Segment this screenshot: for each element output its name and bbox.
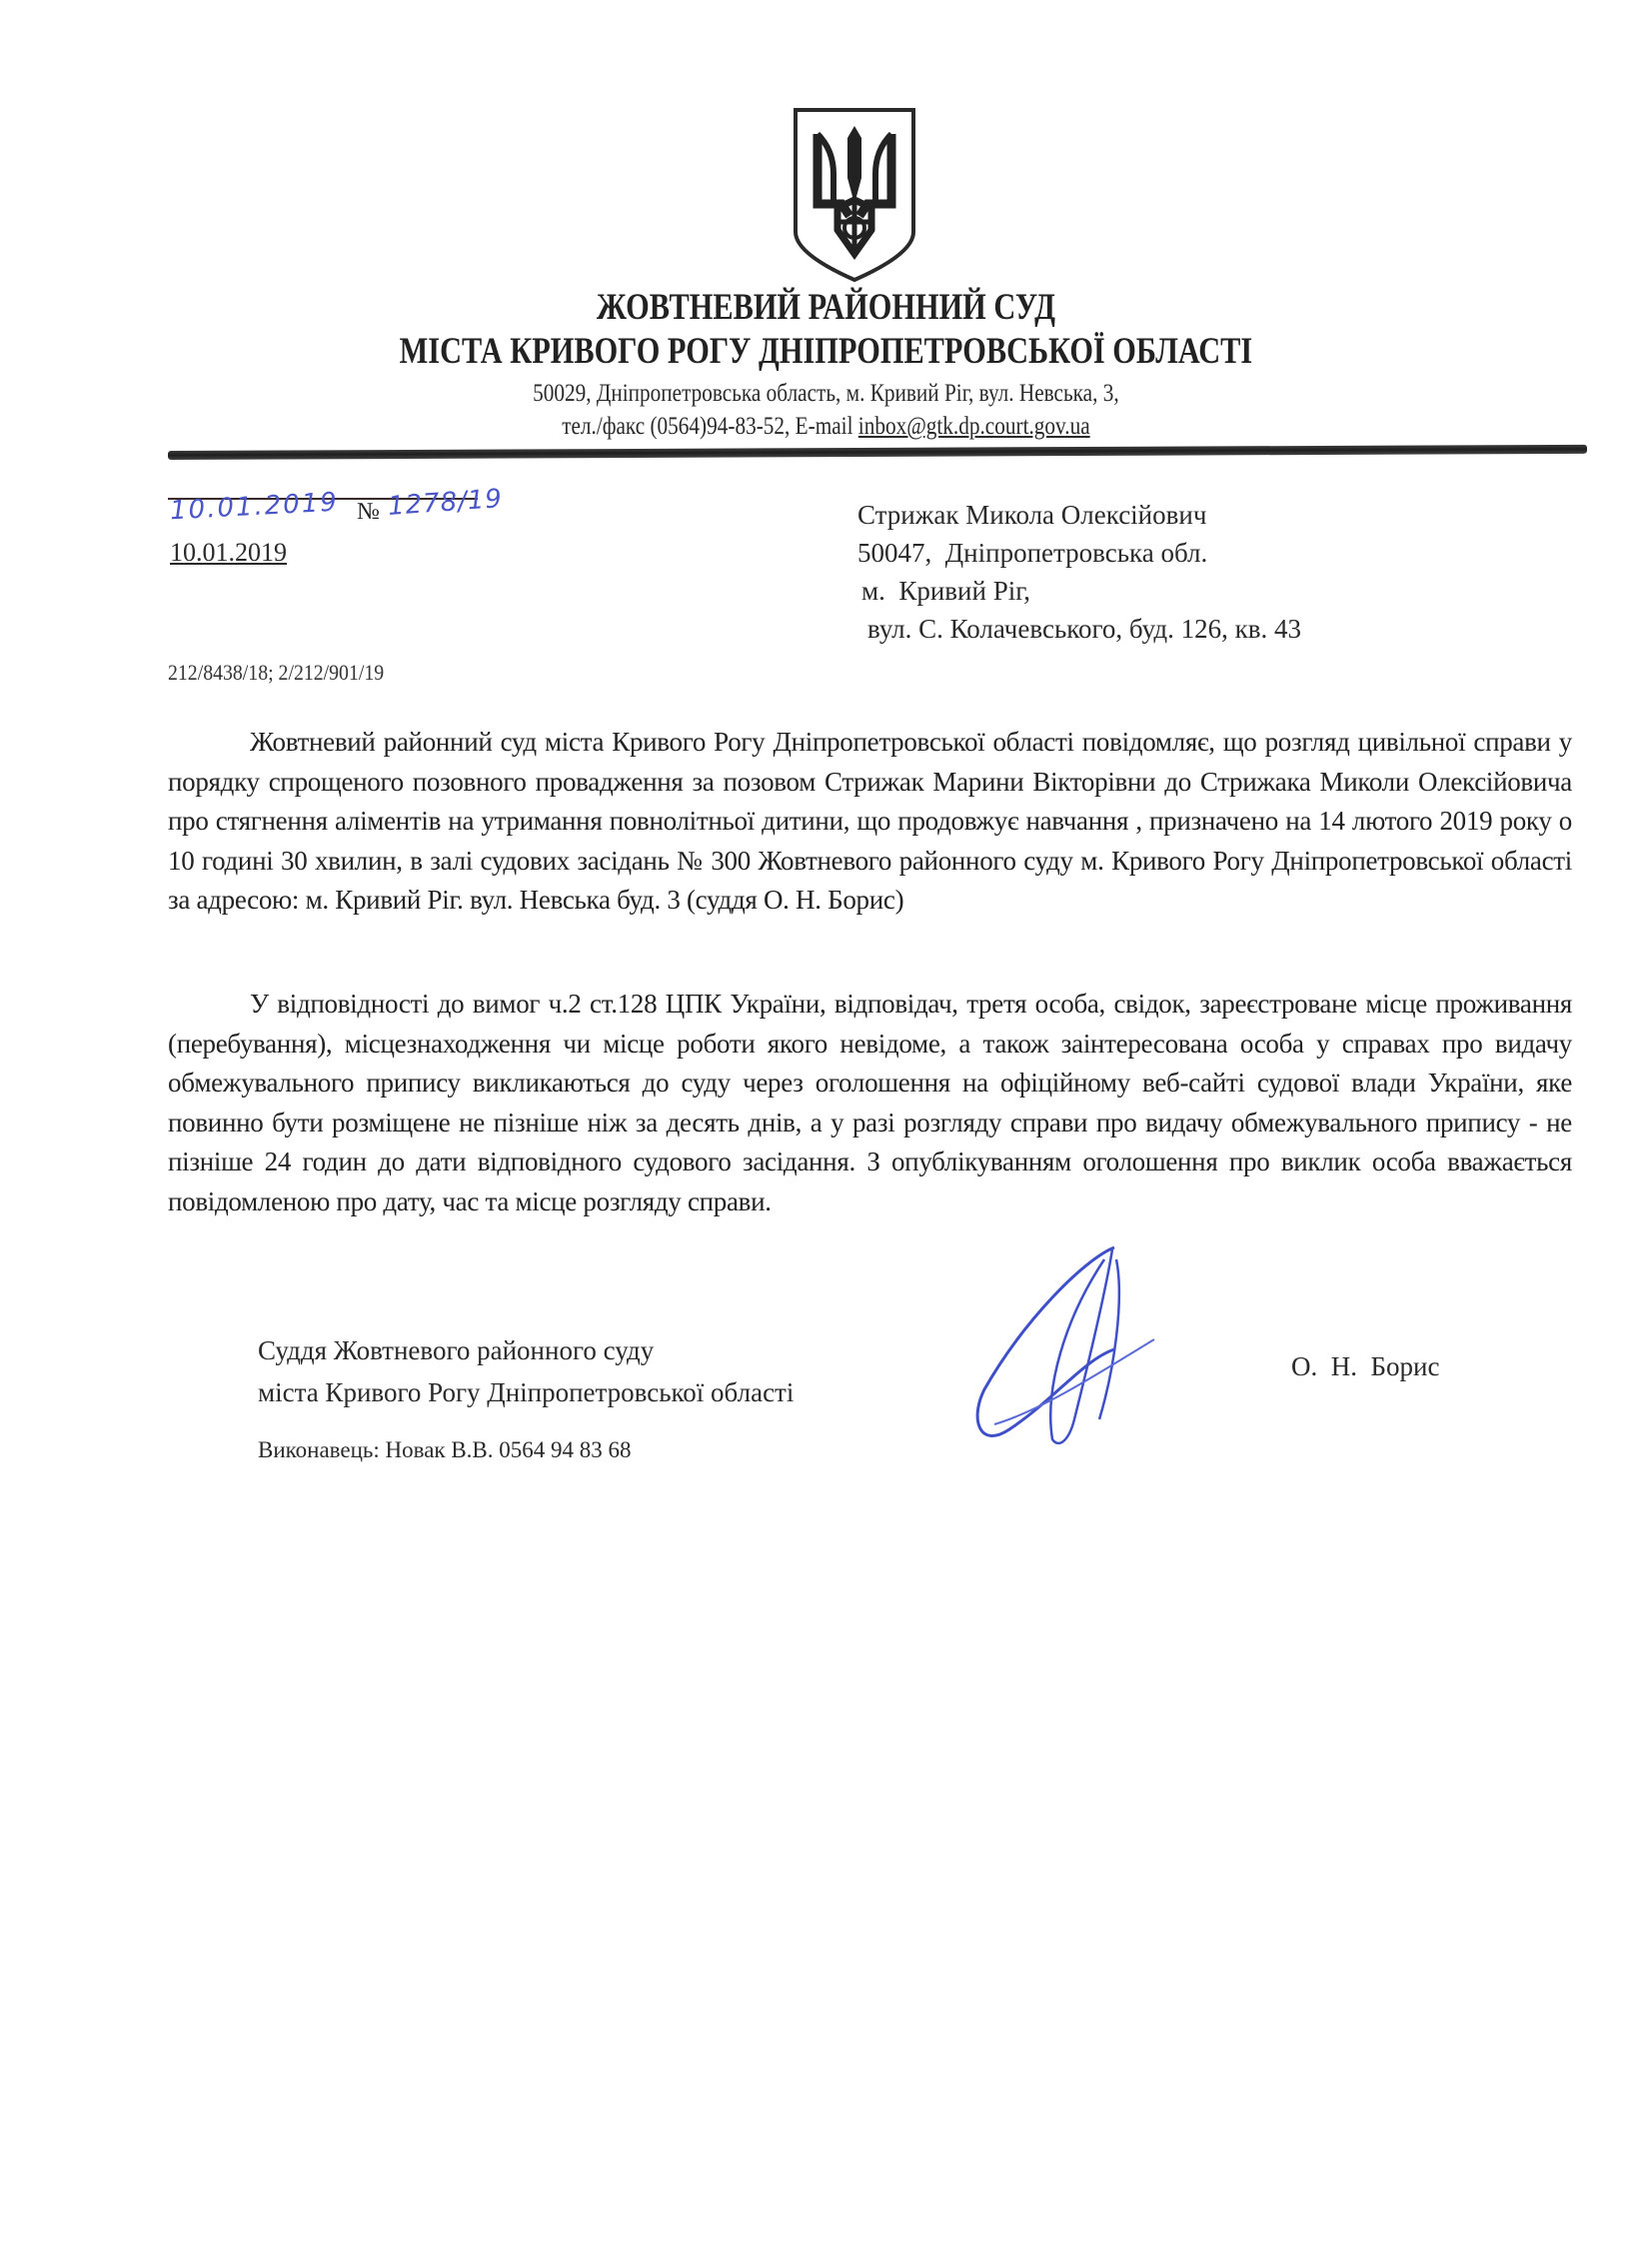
header-divider: [168, 445, 1587, 460]
paragraph-text: У відповідності до вимог ч.2 ст.128 ЦПК України, відповідач, третя особа, свідок, зареєстроване місце проживання (перебування), місцезнаходження чи місце роботи якого невідоме, а також заінтересована особа у справах про видачу обмежувального припису викликаються до суду через оголошення на офіційному веб-сайті судової влади України, яке повинно бути розміщене не пізніше ніж за десять днів, а у разі розгляду справи про видачу обмежувального припису - не пізніше 24 годин до дати відповідного судового засідання. З опублікуванням оголошення про виклик особа вважається повідомленою про дату, час та місце розгляду справи.: [168, 989, 1572, 1216]
notice-paragraph-2: [168, 985, 1572, 1221]
notice-paragraph-1: [168, 723, 1572, 921]
recipient-block: [857, 496, 1301, 648]
recipient-street: вул. С. Колачевського, буд. 126, кв. 43: [867, 614, 1302, 644]
recipient-city: м. Кривий Ріг,: [861, 576, 1030, 606]
number-sign: №: [357, 499, 380, 525]
judge-title: [258, 1329, 794, 1413]
case-numbers: 212/8438/18; 2/212/901/19: [168, 660, 385, 685]
judge-title-line2: міста Кривого Рогу Дніпропетровської області: [258, 1377, 795, 1407]
coat-of-arms-icon: [790, 104, 919, 284]
paragraph-text: Жовтневий районний суд міста Кривого Рогу Дніпропетровської області повідомляє, що розгляд цивільної справи у порядку спрощеного позовного провадження за позовом Стрижак Марини Вікторівни до Стрижака Миколи Олексійовича про стягнення аліментів на утримання повнолітньої дитини, що продовжує навчання , призначено на 14 лютого 2019 року о 10 годині 30 хвилин, в залі судових засідань № 300 Жовтневого районного суду м. Кривого Рогу Дніпропетровської області за адресою: м. Кривий Ріг. вул. Невська буд. 3 (суддя О. Н. Борис): [168, 727, 1572, 915]
recipient-region: 50047, Дніпропетровська обл.: [857, 538, 1208, 568]
executor-contact: Виконавець: Новак В.В. 0564 94 83 68: [258, 1437, 632, 1462]
court-name-line2: МІСТА КРИВОГО РОГУ ДНІПРОПЕТРОВСЬКОЇ ОБЛАСТІ: [399, 331, 1253, 372]
judge-name: О. Н. Борис: [1291, 1351, 1440, 1381]
recipient-name: Стрижак Микола Олексійович: [857, 500, 1207, 530]
handwritten-signature-icon: [964, 1239, 1164, 1479]
handwritten-number: 1278/19: [387, 484, 504, 522]
email-link[interactable]: inbox@gtk.dp.court.gov.ua: [857, 413, 1090, 440]
court-address: 50029, Дніпропетровська область, м. Кривий Ріг, вул. Невська, 3,: [533, 380, 1119, 407]
contact-phone: тел./факс (0564)94-83-52, E-mail: [562, 413, 858, 440]
printed-date: 10.01.2019: [170, 538, 287, 567]
handwritten-date: 10.01.2019: [169, 487, 340, 527]
court-name-line1: ЖОВТНЕВИЙ РАЙОННИЙ СУД: [596, 287, 1055, 328]
court-contacts: [124, 413, 1528, 441]
judge-title-line1: Суддя Жовтневого районного суду: [258, 1335, 655, 1365]
